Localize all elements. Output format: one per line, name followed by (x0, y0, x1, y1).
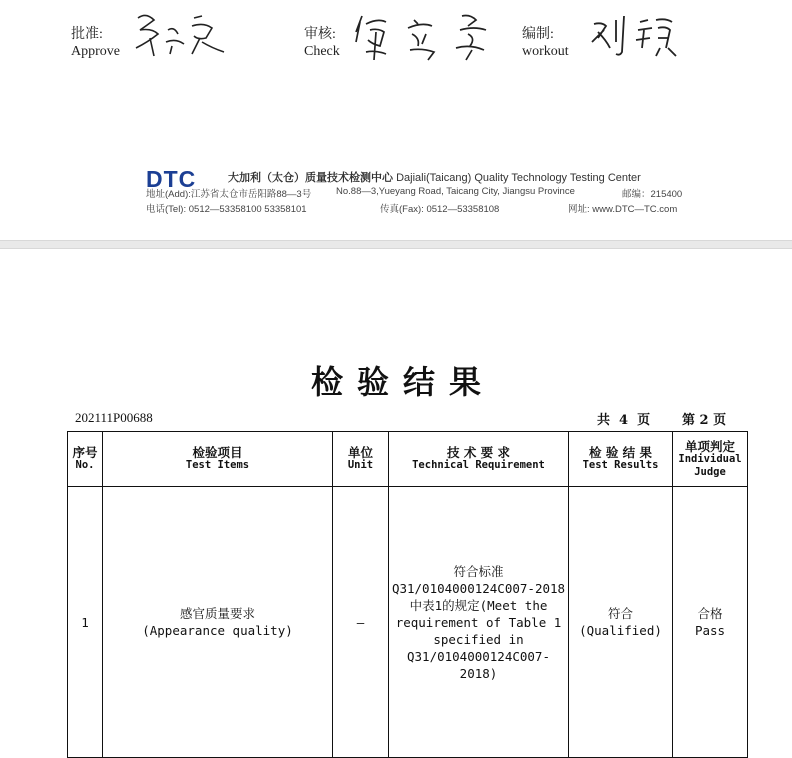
lab-postal: 邮编：215400 (622, 189, 683, 200)
lab-name-en: Dajiali(Taicang) Quality Technology Testing Center (396, 172, 641, 184)
dtc-logo: DTC (146, 166, 197, 192)
page-separator (0, 240, 792, 249)
total-pages: 共 4 页 (597, 413, 651, 428)
header-test-results: 检 验 结 果 Test Results (569, 432, 673, 487)
table-header-row (68, 432, 748, 487)
cell-unit: — (333, 487, 389, 758)
table-row (68, 487, 748, 758)
check-label: 审核: Check (304, 27, 340, 59)
results-page (0, 249, 792, 751)
cell-judge: 合格 Pass (673, 487, 748, 758)
report-number: 202111P00688 (75, 410, 153, 425)
header-test-items: 检验项目 Test Items (103, 432, 333, 487)
check-signature (352, 8, 502, 64)
results-table (67, 431, 748, 758)
lab-name (228, 169, 641, 185)
header-unit: 单位 Unit (333, 432, 389, 487)
lab-address-en: No.88—3,Yueyang Road, Taicang City, Jiangsu Province (336, 186, 575, 197)
cell-test-item: 感官质量要求 (Appearance quality) (103, 487, 333, 758)
cell-requirement: 符合标准Q31/0104000124C007-2018中表1的规定(Meet the requirement of Table 1 specified in Q31/0104000124C007-2018) (389, 487, 569, 758)
previous-page-footer (0, 0, 792, 240)
approve-label: 批准: Approve (71, 27, 120, 59)
lab-address-zh: 地址(Add):江苏省太仓市岳阳路88—3号 (146, 189, 312, 200)
workout-signature (586, 8, 682, 60)
lab-name-zh: 大加利（太仓）质量技术检测中心 (228, 172, 393, 184)
lab-website: 网址: www.DTC—TC.com (568, 204, 678, 215)
cell-result: 符合 (Qualified) (569, 487, 673, 758)
page-title: 检验结果 (310, 363, 495, 401)
header-technical-requirement: 技 术 要 求 Technical Requirement (389, 432, 569, 487)
workout-label: 编制: workout (522, 27, 569, 59)
page-number: 第 2 页 (682, 413, 727, 428)
approve-signature (132, 8, 232, 60)
cell-no: 1 (68, 487, 103, 758)
lab-fax: 传真(Fax): 0512—53358108 (380, 204, 500, 215)
header-individual-judge: 单项判定 Individual Judge (673, 432, 748, 487)
header-no: 序号 No. (68, 432, 103, 487)
lab-tel: 电话(Tel): 0512—53358100 53358101 (146, 204, 307, 215)
